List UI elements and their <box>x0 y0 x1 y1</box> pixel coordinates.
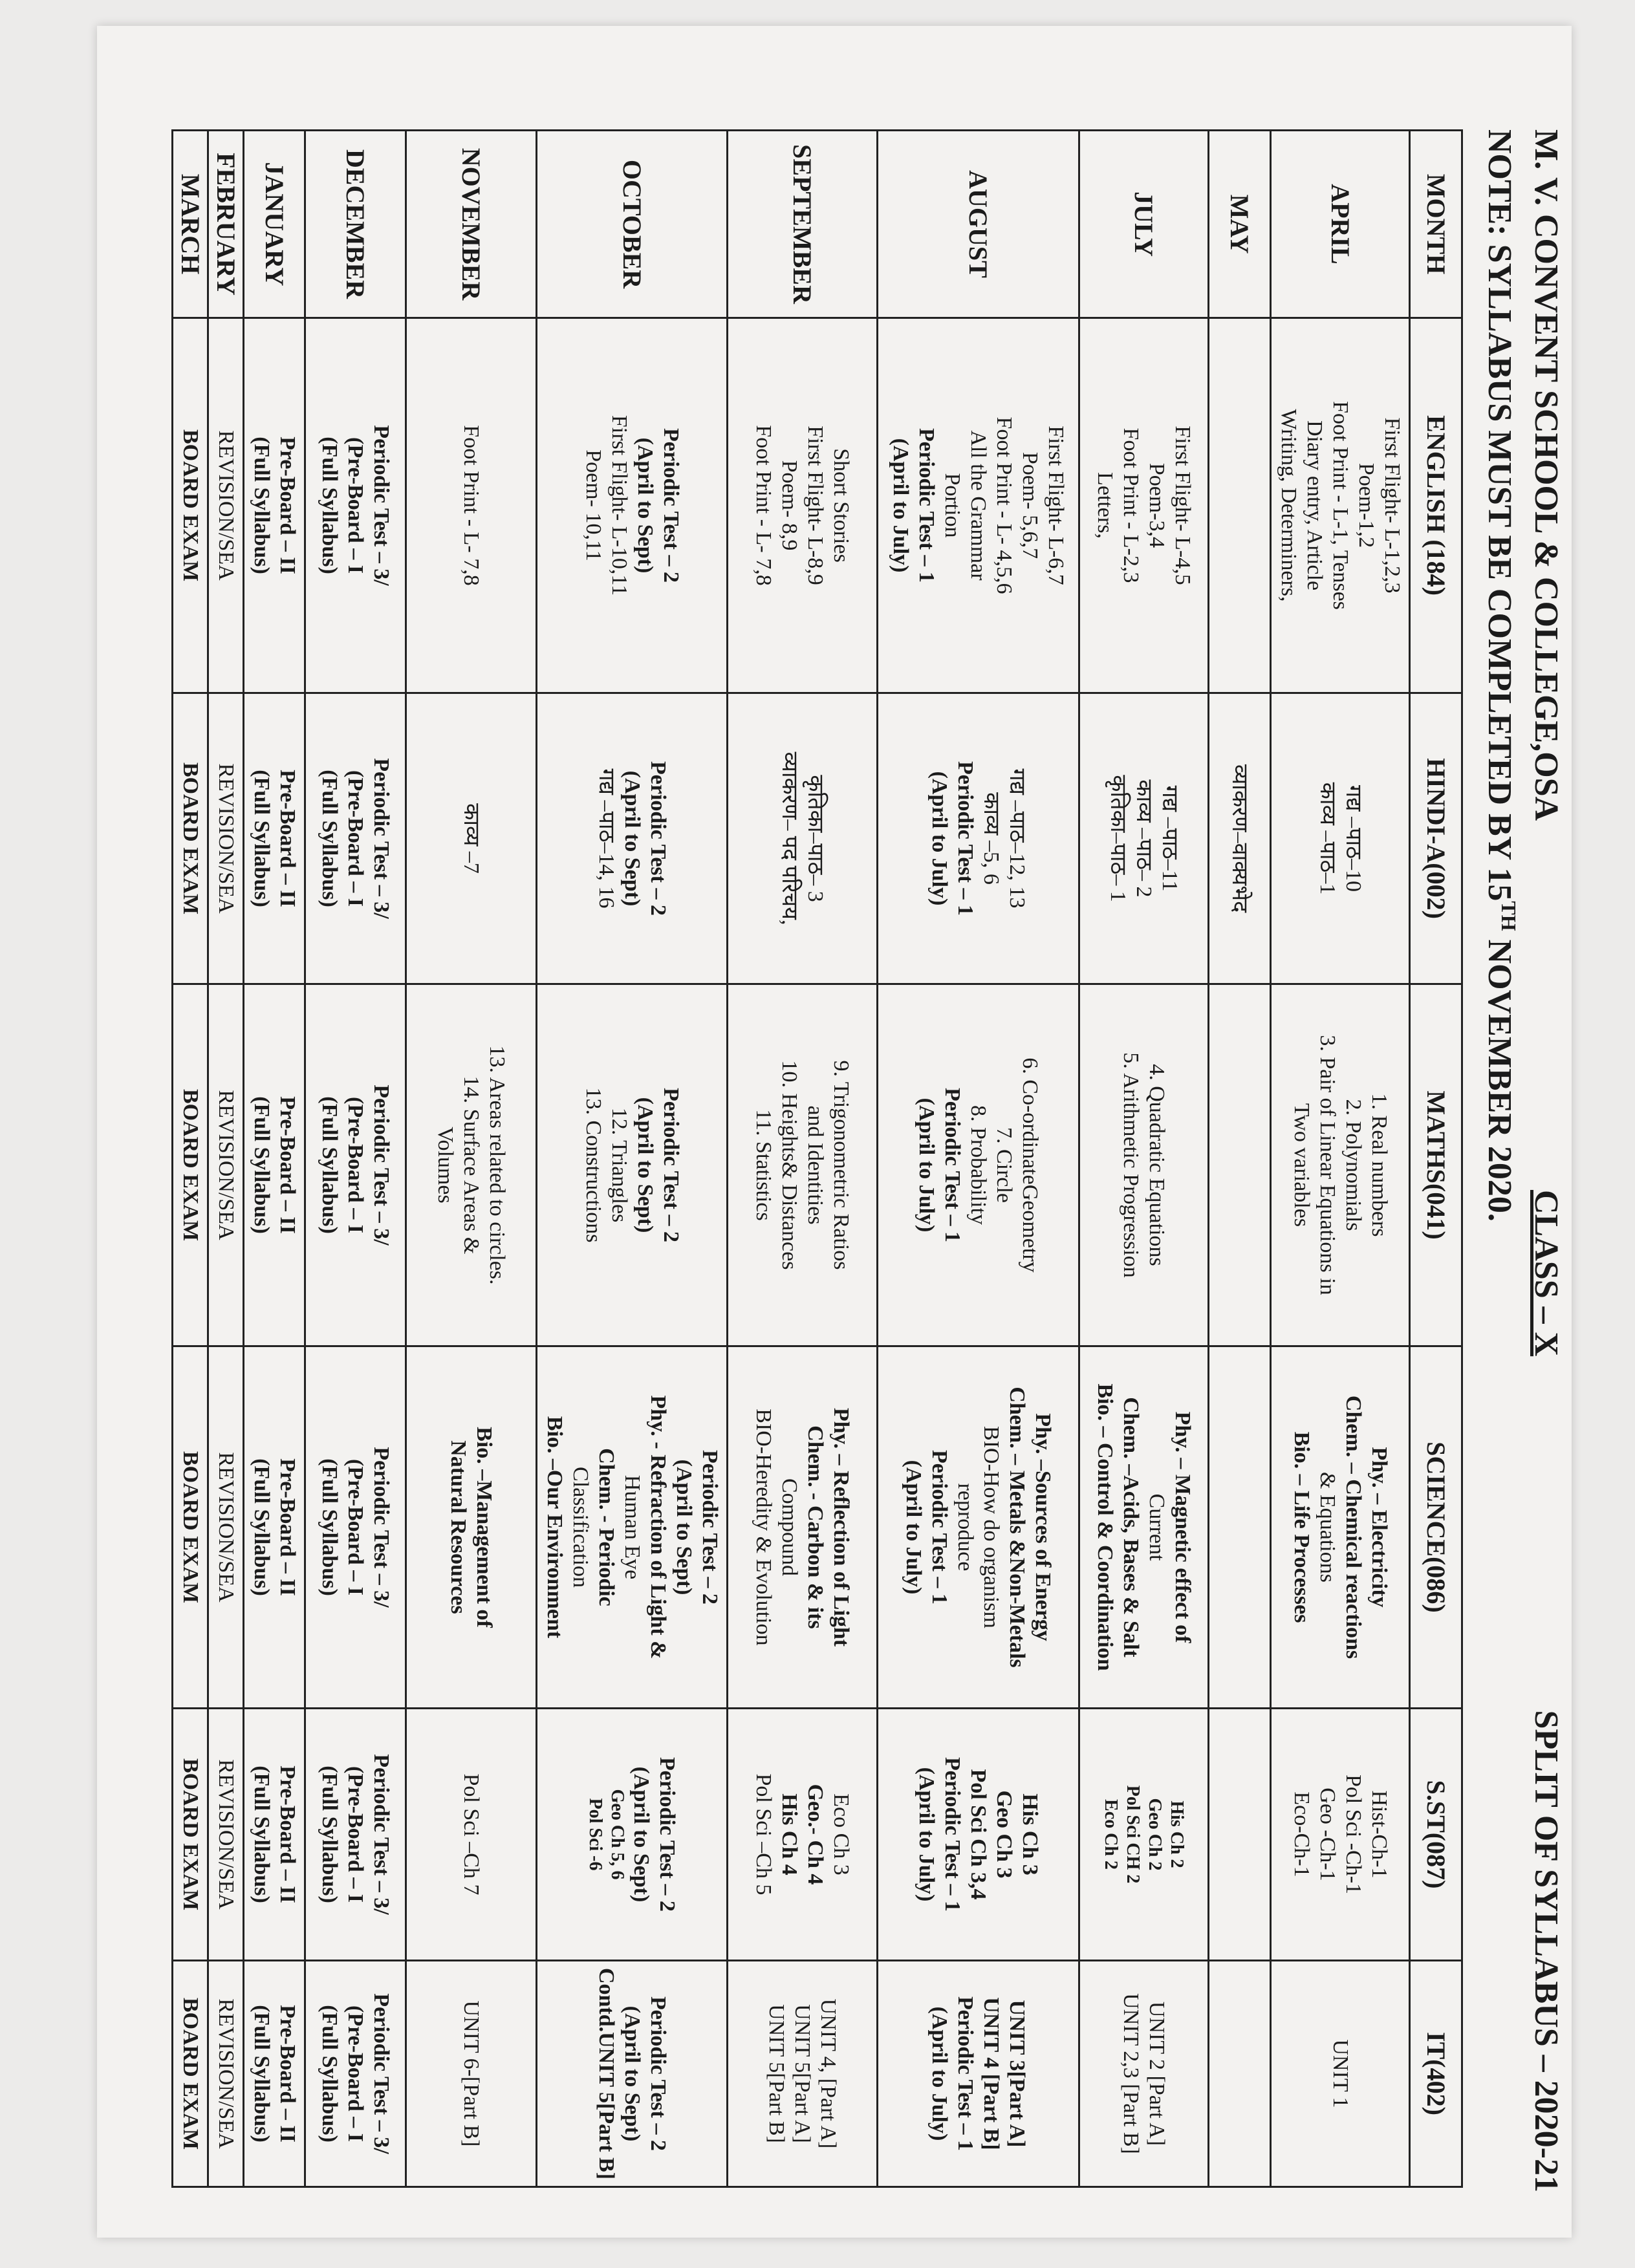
header-row <box>1410 131 1462 2187</box>
cell-line: 4. Quadratic Equations <box>1145 1064 1169 1266</box>
cell-line: 11. Statistics <box>752 1109 776 1221</box>
cell-line: Foot Print - L-2,3 <box>1119 427 1143 583</box>
cell-line: 6. Co-ordinateGeometry <box>1018 1057 1043 1273</box>
science-cell <box>406 1346 537 1709</box>
cell-line: UNIT 3[Part A] <box>1005 2000 1030 2148</box>
col-header: MONTH <box>1410 131 1462 318</box>
table-row <box>406 131 537 2187</box>
cell-line: 7. Circle <box>992 1127 1017 1204</box>
month-cell: SEPTEMBER <box>728 131 878 318</box>
science-cell <box>537 1346 728 1709</box>
cell-line: REVISION/SEA <box>214 430 238 581</box>
cell-line: Human Eye <box>620 1474 644 1580</box>
cell-line: Current <box>1145 1493 1169 1561</box>
sst-cell <box>537 1709 728 1961</box>
cell-line: (April to Sept) <box>633 1097 657 1233</box>
cell-line: REVISION/SEA <box>214 763 238 914</box>
cell-line: Geo.- Ch 4 <box>803 1784 828 1885</box>
cell-line: (Full Syllabus) <box>250 1458 274 1596</box>
cell-line: BIO-How do organism <box>979 1426 1004 1628</box>
maths-cell <box>244 984 305 1346</box>
cell-line: (Full Syllabus) <box>250 437 274 574</box>
cell-line: UNIT 2,3 [Part B] <box>1119 1993 1143 2154</box>
cell-line: Compound <box>777 1478 802 1577</box>
cell-line: (Pre-Board – I <box>343 770 368 907</box>
cell-line: 13. Constructions <box>581 1087 605 1243</box>
cell-line: Phy. – Magnetic effect of <box>1171 1411 1195 1643</box>
cell-line: BOARD EXAM <box>179 762 202 915</box>
it-cell <box>305 1961 406 2187</box>
it-cell <box>1209 1961 1271 2187</box>
cell-line: Foot Print - L- 4,5,6 <box>992 416 1017 594</box>
cell-line: Short Stories <box>829 448 854 563</box>
month-cell: MARCH <box>173 131 208 318</box>
sst-cell <box>173 1709 208 1961</box>
sst-cell <box>1209 1709 1271 1961</box>
cell-line: (April to Sept) <box>672 1459 696 1595</box>
cell-line: BOARD EXAM <box>179 1451 202 1604</box>
english-cell <box>878 318 1079 693</box>
cell-line: (Pre-Board – I <box>343 2005 368 2142</box>
cell-line: First Flight- L-1,2,3 <box>1380 417 1404 594</box>
cell-line: गद्य –पाठ–14, 16 <box>594 768 618 909</box>
cell-line: Periodic Test – 3/ <box>369 758 394 919</box>
cell-line: Foot Print - L- 7,8 <box>752 425 776 586</box>
cell-line: (April to Sept) <box>629 1766 653 1903</box>
cell-line: Bio. – Control & Coordination <box>1093 1383 1118 1671</box>
month-cell: APRIL <box>1271 131 1410 318</box>
hindi-cell <box>208 693 244 984</box>
cell-line: Pol Sci Ch 3,4 <box>966 1769 991 1900</box>
table-row <box>208 131 244 2187</box>
cell-line: (April to Sept) <box>620 2005 644 2142</box>
cell-line: Pre-Board – II <box>276 437 299 574</box>
maths-cell <box>305 984 406 1346</box>
cell-line: Writing, Determiners, <box>1277 409 1301 602</box>
table-row <box>305 131 406 2187</box>
cell-line: Periodic Test – 3/ <box>369 1447 394 1608</box>
cell-line: UNIT 4, [Part A] <box>816 1998 841 2149</box>
cell-line: First Flight- L-8,9 <box>803 426 828 585</box>
cell-line: Contd.UNIT 5[Part B] <box>594 1967 618 2180</box>
cell-line: Geo Ch 3 <box>992 1790 1017 1879</box>
cell-line: Pol Sci –Ch 5 <box>752 1773 776 1895</box>
maths-cell <box>1271 984 1410 1346</box>
col-header: SCIENCE(086) <box>1410 1346 1462 1709</box>
cell-line: गद्य –पाठ–10 <box>1341 785 1365 892</box>
table-row <box>537 131 728 2187</box>
it-cell <box>878 1961 1079 2187</box>
cell-line: 3. Pair of Linear Equations in <box>1316 1035 1339 1295</box>
cell-line: Poem- 5,6,7 <box>1018 451 1043 559</box>
table-row <box>728 131 878 2187</box>
cell-line: Hist-Ch-1 <box>1367 1790 1391 1879</box>
title-line <box>1526 129 1565 2199</box>
cell-line: UNIT 5[Part A] <box>790 2004 815 2143</box>
it-cell <box>173 1961 208 2187</box>
science-cell <box>173 1346 208 1709</box>
cell-line: Periodic Test – 2 <box>646 761 670 916</box>
cell-line: Eco Ch 3 <box>829 1793 854 1875</box>
cell-line: गद्य –पाठ–11 <box>1158 785 1182 892</box>
maths-cell <box>208 984 244 1346</box>
science-cell <box>728 1346 878 1709</box>
it-cell <box>244 1961 305 2187</box>
split-title: SPLIT OF SYLLABUS – 2020-21 <box>1528 1710 1565 2192</box>
table-row <box>1079 131 1209 2187</box>
cell-line: Eco-Ch-1 <box>1290 1791 1314 1877</box>
cell-line: (Full Syllabus) <box>250 1766 274 1903</box>
sst-cell <box>406 1709 537 1961</box>
sst-cell <box>208 1709 244 1961</box>
cell-line: 12. Triangles <box>607 1107 631 1223</box>
table-row <box>1209 131 1271 2187</box>
cell-line: Portion <box>940 473 965 538</box>
hindi-cell <box>537 693 728 984</box>
cell-line: (Full Syllabus) <box>318 437 342 574</box>
science-cell <box>305 1346 406 1709</box>
cell-line: Periodic Test – 3/ <box>369 1085 394 1246</box>
cell-line: Poem- 10,11 <box>581 449 605 561</box>
sst-cell <box>305 1709 406 1961</box>
cell-line: (April to July) <box>927 771 952 906</box>
cell-line: (Full Syllabus) <box>318 1458 342 1596</box>
cell-line: First Flight- L-4,5 <box>1171 426 1195 585</box>
hindi-cell <box>1079 693 1209 984</box>
month-cell: MAY <box>1209 131 1271 318</box>
cell-line: (Full Syllabus) <box>250 770 274 907</box>
cell-line: 9. Trigonometric Ratios <box>829 1060 854 1270</box>
cell-line: (Pre-Board – I <box>343 1766 368 1903</box>
cell-line: 10. Heights& Distances <box>777 1060 802 1270</box>
cell-line: REVISION/SEA <box>214 1090 238 1240</box>
cell-line: Pol Sci -Ch-1 <box>1341 1774 1365 1895</box>
cell-line: & Equations <box>1316 1472 1339 1582</box>
it-cell <box>406 1961 537 2187</box>
cell-line: (Pre-Board – I <box>343 437 368 574</box>
cell-line: Diary entry, Article <box>1303 420 1326 591</box>
cell-line: Pol Sci –Ch 7 <box>459 1773 484 1895</box>
cell-line: Pre-Board – II <box>276 1096 299 1234</box>
science-cell <box>878 1346 1079 1709</box>
cell-line: Pol Sci -6 <box>585 1798 605 1871</box>
cell-line: Periodic Test – 1 <box>940 1088 965 1242</box>
cell-line: काव्य –पाठ–1 <box>1316 782 1339 895</box>
hindi-cell <box>878 693 1079 984</box>
maths-cell <box>406 984 537 1346</box>
month-cell: NOVEMBER <box>406 131 537 318</box>
science-cell <box>1079 1346 1209 1709</box>
cell-line: and Identities <box>803 1105 828 1225</box>
english-cell <box>728 318 878 693</box>
hindi-cell <box>1209 693 1271 984</box>
sst-cell <box>878 1709 1079 1961</box>
cell-line: Chem. - Periodic <box>594 1448 618 1606</box>
cell-line: Pre-Board – II <box>276 1766 299 1903</box>
cell-line: Chem. – Chemical reactions <box>1341 1395 1365 1659</box>
cell-line: His Ch 3 <box>1018 1793 1043 1875</box>
cell-line: BIO-Heredity & Evolution <box>752 1409 776 1646</box>
cell-line: REVISION/SEA <box>214 1759 238 1910</box>
month-cell: JULY <box>1079 131 1209 318</box>
cell-line: (Full Syllabus) <box>318 2005 342 2143</box>
sst-cell <box>1271 1709 1410 1961</box>
cell-line: (Pre-Board – I <box>343 1097 368 1233</box>
sst-cell <box>728 1709 878 1961</box>
cell-line: Chem. – Metals &Non-Metals <box>1005 1387 1030 1668</box>
cell-line: All the Grammar <box>966 430 991 581</box>
table-body <box>173 131 1410 2187</box>
cell-line: Bio. –Management of <box>472 1427 497 1628</box>
syllabus-table <box>171 129 1463 2188</box>
cell-line: BOARD EXAM <box>179 1758 202 1911</box>
english-cell <box>244 318 305 693</box>
cell-line: (April to Sept) <box>633 437 657 574</box>
col-header: IT(402) <box>1410 1961 1462 2187</box>
cell-line: (Full Syllabus) <box>318 770 342 907</box>
cell-line: UNIT 6-[Part B] <box>459 2000 484 2147</box>
cell-line: Phy. - Refraction of Light & <box>646 1395 670 1659</box>
note-end: NOVEMBER 2020. <box>1481 931 1518 1222</box>
it-cell <box>537 1961 728 2187</box>
rotated-document <box>91 129 1578 2199</box>
cell-line: His Ch 4 <box>777 1793 802 1875</box>
cell-line: 14. Surface Areas & <box>459 1075 484 1255</box>
col-header: MATHS(041) <box>1410 984 1462 1346</box>
english-cell <box>305 318 406 693</box>
science-cell <box>1271 1346 1410 1709</box>
cell-line: कृतिका–पाठ– 3 <box>803 775 828 902</box>
cell-line: Chem. - Carbon & its <box>803 1425 828 1629</box>
cell-line: Poem-1,2 <box>1354 462 1378 548</box>
cell-line: Periodic Test – 1 <box>927 1450 952 1604</box>
cell-line: Bio. –Our Environment <box>543 1416 567 1639</box>
col-header: S.ST(087) <box>1410 1709 1462 1961</box>
english-cell <box>537 318 728 693</box>
cell-line: Pre-Board – II <box>276 1458 299 1596</box>
cell-line: First Flight- L-6,7 <box>1044 426 1068 585</box>
english-cell <box>173 318 208 693</box>
english-cell <box>1271 318 1410 693</box>
cell-line: Classification <box>568 1467 592 1588</box>
cell-line: UNIT 2 [Part A] <box>1145 2001 1169 2146</box>
science-cell <box>1209 1346 1271 1709</box>
english-cell <box>208 318 244 693</box>
cell-line: Chem. –Acids, Bases & Salt <box>1119 1397 1143 1658</box>
cell-line: Two variables <box>1290 1103 1314 1227</box>
maths-cell <box>173 984 208 1346</box>
maths-cell <box>878 984 1079 1346</box>
cell-line: Pol Sci CH 2 <box>1123 1785 1143 1884</box>
month-cell: DECEMBER <box>305 131 406 318</box>
month-cell: FEBRUARY <box>208 131 244 318</box>
cell-line: Natural Resources <box>446 1440 471 1614</box>
cell-line: Phy. –Sources of Energy <box>1031 1413 1056 1641</box>
cell-line: (April to July) <box>915 1767 939 1902</box>
cell-line: Periodic Test – 1 <box>940 1757 965 1912</box>
col-header: HINDI-A(002) <box>1410 693 1462 984</box>
maths-cell <box>728 984 878 1346</box>
cell-line: (Full Syllabus) <box>250 2005 274 2143</box>
cell-line: BOARD EXAM <box>179 429 202 582</box>
cell-line: (Full Syllabus) <box>318 1096 342 1234</box>
note-line <box>1480 129 1519 2199</box>
cell-line: Poem- 8,9 <box>777 460 802 551</box>
sst-cell <box>244 1709 305 1961</box>
cell-line: Periodic Test – 1 <box>953 1996 978 2151</box>
cell-line: His Ch 2 <box>1167 1800 1187 1868</box>
cell-line: गद्य –पाठ–12, 13 <box>1005 768 1030 909</box>
hindi-cell <box>406 693 537 984</box>
cell-line: REVISION/SEA <box>214 1452 238 1603</box>
cell-line: 8. Probability <box>966 1105 991 1226</box>
cell-line: 13. Areas related to circles. <box>485 1045 510 1285</box>
cell-line: UNIT 1 <box>1328 2039 1352 2108</box>
cell-line: 2. Polynomials <box>1341 1099 1365 1231</box>
cell-line: Periodic Test – 2 <box>659 1088 683 1242</box>
cell-line: Periodic Test – 3/ <box>369 1993 394 2154</box>
cell-line: (Full Syllabus) <box>318 1766 342 1903</box>
cell-line: Periodic Test – 2 <box>698 1450 722 1604</box>
it-cell <box>208 1961 244 2187</box>
cell-line: (April to July) <box>889 438 913 573</box>
cell-line: REVISION/SEA <box>214 1998 238 2149</box>
col-header: ENGLISH (184) <box>1410 318 1462 693</box>
cell-line: (April to July) <box>927 2006 952 2141</box>
english-cell <box>406 318 537 693</box>
cell-line: Phy. – Reflection of Light <box>829 1407 854 1647</box>
cell-line: Geo -Ch-1 <box>1316 1787 1339 1881</box>
hindi-cell <box>1271 693 1410 984</box>
cell-line: UNIT 4 [Part B] <box>979 1997 1004 2150</box>
cell-line: Bio. – Life Processes <box>1290 1431 1314 1623</box>
maths-cell <box>537 984 728 1346</box>
cell-line: (Pre-Board – I <box>343 1459 368 1595</box>
cell-line: Eco Ch 2 <box>1101 1799 1121 1870</box>
table-row <box>878 131 1079 2187</box>
month-cell: AUGUST <box>878 131 1079 318</box>
hindi-cell <box>728 693 878 984</box>
sst-cell <box>1079 1709 1209 1961</box>
cell-line: Periodic Test – 2 <box>646 1996 670 2151</box>
it-cell <box>728 1961 878 2187</box>
class-label: CLASS – X <box>1528 1190 1565 1357</box>
cell-line: Periodic Test – 1 <box>953 761 978 916</box>
science-cell <box>244 1346 305 1709</box>
cell-line: BOARD EXAM <box>179 1088 202 1242</box>
cell-line: Foot Print - L-1, Tenses <box>1328 401 1352 610</box>
cell-line: काव्य –पाठ– 2 <box>1132 779 1156 898</box>
cell-line: (Full Syllabus) <box>250 1096 274 1234</box>
table-row <box>173 131 208 2187</box>
hindi-cell <box>305 693 406 984</box>
note-text: NOTE: SYLLABUS MUST BE COMPLETED BY 15 <box>1481 129 1518 902</box>
cell-line: reproduce <box>953 1483 978 1571</box>
cell-line: Geo Ch 5, 6 <box>607 1789 627 1880</box>
english-cell <box>1209 318 1271 693</box>
table-row <box>1271 131 1410 2187</box>
hindi-cell <box>244 693 305 984</box>
cell-line: Letters, <box>1093 472 1118 539</box>
month-cell: OCTOBER <box>537 131 728 318</box>
cell-line: Periodic Test – 3/ <box>369 1754 394 1915</box>
maths-cell <box>1209 984 1271 1346</box>
maths-cell <box>1079 984 1209 1346</box>
cell-line: (April to July) <box>915 1097 939 1233</box>
cell-line: Poem-3,4 <box>1145 462 1169 548</box>
cell-line: कृतिका–पाठ– 1 <box>1106 775 1131 902</box>
hindi-cell <box>173 693 208 984</box>
cell-line: BOARD EXAM <box>179 1997 202 2150</box>
cell-line: Volumes <box>433 1127 458 1204</box>
cell-line: First Flight- L-10,11 <box>607 415 631 596</box>
month-cell: JANUARY <box>244 131 305 318</box>
cell-line: (April to July) <box>902 1460 926 1595</box>
it-cell <box>1079 1961 1209 2187</box>
cell-line: Geo Ch 2 <box>1145 1798 1165 1871</box>
cell-line: Periodic Test – 1 <box>915 428 939 583</box>
cell-line: Periodic Test – 2 <box>659 428 683 583</box>
english-cell <box>1079 318 1209 693</box>
cell-line: 5. Arithmetic Progression <box>1119 1052 1143 1278</box>
cell-line: (April to Sept) <box>620 770 644 907</box>
cell-line: Foot Print - L- 7,8 <box>459 425 484 586</box>
cell-line: Pre-Board – II <box>276 770 299 907</box>
cell-line: Periodic Test – 2 <box>655 1757 679 1912</box>
school-name: M. V. CONVENT SCHOOL & COLLEGE,OSA <box>1528 129 1565 821</box>
cell-line: काव्य –7 <box>459 803 484 874</box>
note-sup: TH <box>1497 901 1521 931</box>
cell-line: Periodic Test – 3/ <box>369 425 394 586</box>
it-cell <box>1271 1961 1410 2187</box>
cell-line: व्याकरण– पद परिचय, <box>777 751 802 925</box>
cell-line: व्याकरण–वाक्यभेद <box>1228 764 1252 913</box>
cell-line: Phy. – Electricity <box>1367 1447 1391 1608</box>
cell-line: काव्य –5, 6 <box>979 792 1004 885</box>
science-cell <box>208 1346 244 1709</box>
table-row <box>244 131 305 2187</box>
cell-line: UNIT 5[Part B] <box>764 2004 789 2143</box>
cell-line: Pre-Board – II <box>276 2005 299 2143</box>
cell-line: 1. Real numbers <box>1367 1093 1391 1237</box>
